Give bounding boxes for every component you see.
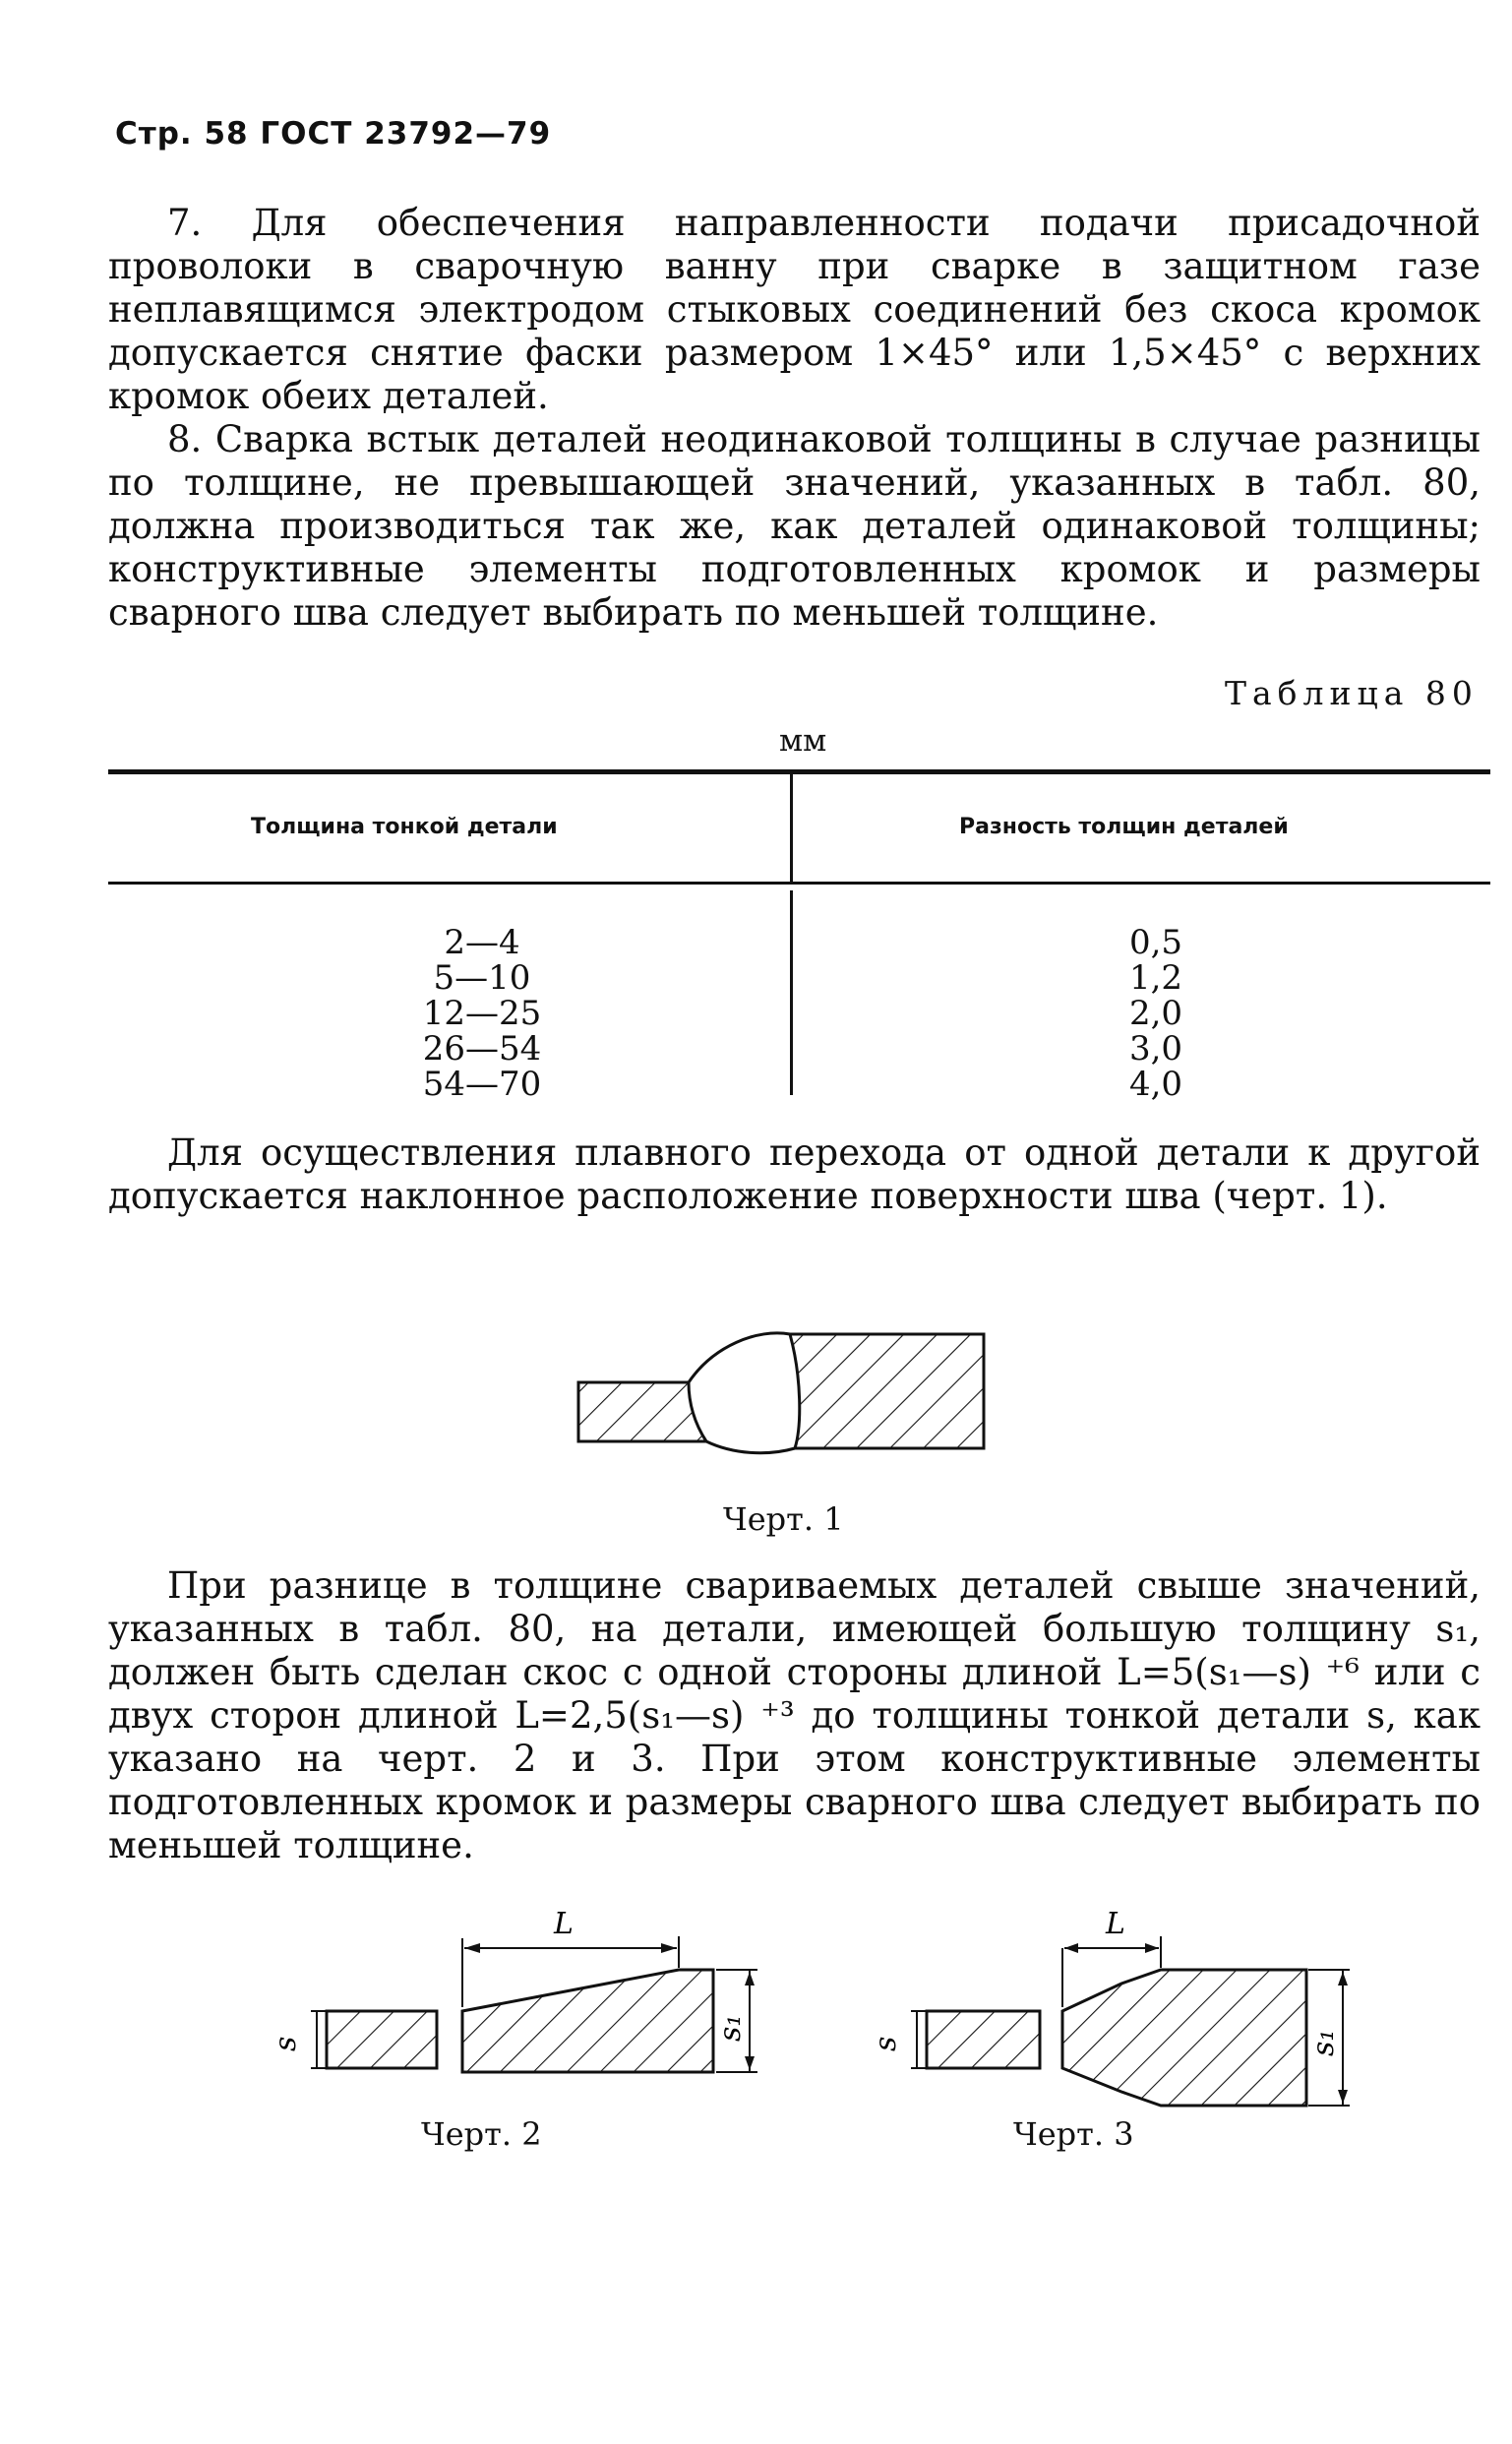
table-cell: 2—4 [444, 923, 520, 962]
table-unit: мм [779, 723, 827, 759]
figure-3-caption: Черт. 3 [1013, 2115, 1134, 2153]
table-cell: 5—10 [433, 958, 531, 998]
figure-3-label-s1: s₁ [1306, 2029, 1341, 2056]
figure-2-label-s: s [269, 2036, 303, 2051]
table-cell: 12—25 [422, 994, 542, 1033]
paragraph-bevel: При разнице в толщине свариваемых деталей свыше значений, указанных в табл. 80, на детали, имеющей большую толщину s₁, должен быть сделан скос с одной стороны длиной L=5(s₁—s) ⁺⁶ или с двух сторон длиной L=2,5(s₁—s) ⁺³ до толщины тонкой детали s, как указано на черт. 2 и 3. При этом конструктивные элементы подготовленных кромок и размеры сварного шва следует выбирать по меньшей толщине. [108, 1564, 1481, 1866]
table-cell: 2,0 [1128, 994, 1183, 1033]
figure-3-label-L: L [1106, 1907, 1125, 1941]
figure-2-label-L: L [554, 1907, 574, 1941]
table-cell: 26—54 [422, 1029, 542, 1069]
table-cell: 4,0 [1128, 1065, 1183, 1104]
table-cell: 0,5 [1128, 923, 1183, 962]
table-caption: Таблица 80 [1225, 674, 1479, 712]
paragraph-8: 8. Сварка встык деталей неодинаковой толщины в случае разницы по толщине, не превышающей значений, указанных в табл. 80, должна производиться так же, как деталей одинаковой толщины; конструктивные элементы подготовленных кромок и размеры сварного шва следует выбирать по меньшей толщине. [108, 418, 1481, 634]
figure-2-drawing [311, 1936, 757, 2072]
figure-3-drawing [911, 1936, 1350, 2106]
table-header-difference: Разность толщин деталей [959, 815, 1289, 839]
table-cell: 1,2 [1128, 958, 1183, 998]
paragraph-7: 7. Для обеспечения направленности подачи присадочной проволоки в сварочную ванну при сварке в защитном газе неплавящимся электродом стыковых соединений без скоса кромок допускается снятие фаски размером 1×45° или 1,5×45° с верхних кромок обеих деталей. [108, 202, 1481, 417]
page-header: Стр. 58 ГОСТ 23792—79 [115, 116, 552, 152]
figure-2-caption: Черт. 2 [421, 2115, 542, 2153]
figure-1-caption: Черт. 1 [723, 1500, 844, 1538]
table-cell: 3,0 [1128, 1029, 1183, 1069]
figure-1-drawing [578, 1333, 984, 1453]
table-header-thickness: Толщина тонкой детали [251, 815, 558, 839]
table-cell: 54—70 [422, 1065, 542, 1104]
paragraph-transition: Для осуществления плавного перехода от одной детали к другой допускается наклонное расположение поверхности шва (черт. 1). [108, 1131, 1481, 1217]
figure-3-label-s: s [869, 2036, 903, 2051]
figure-2-label-s1: s₁ [713, 2014, 748, 2042]
